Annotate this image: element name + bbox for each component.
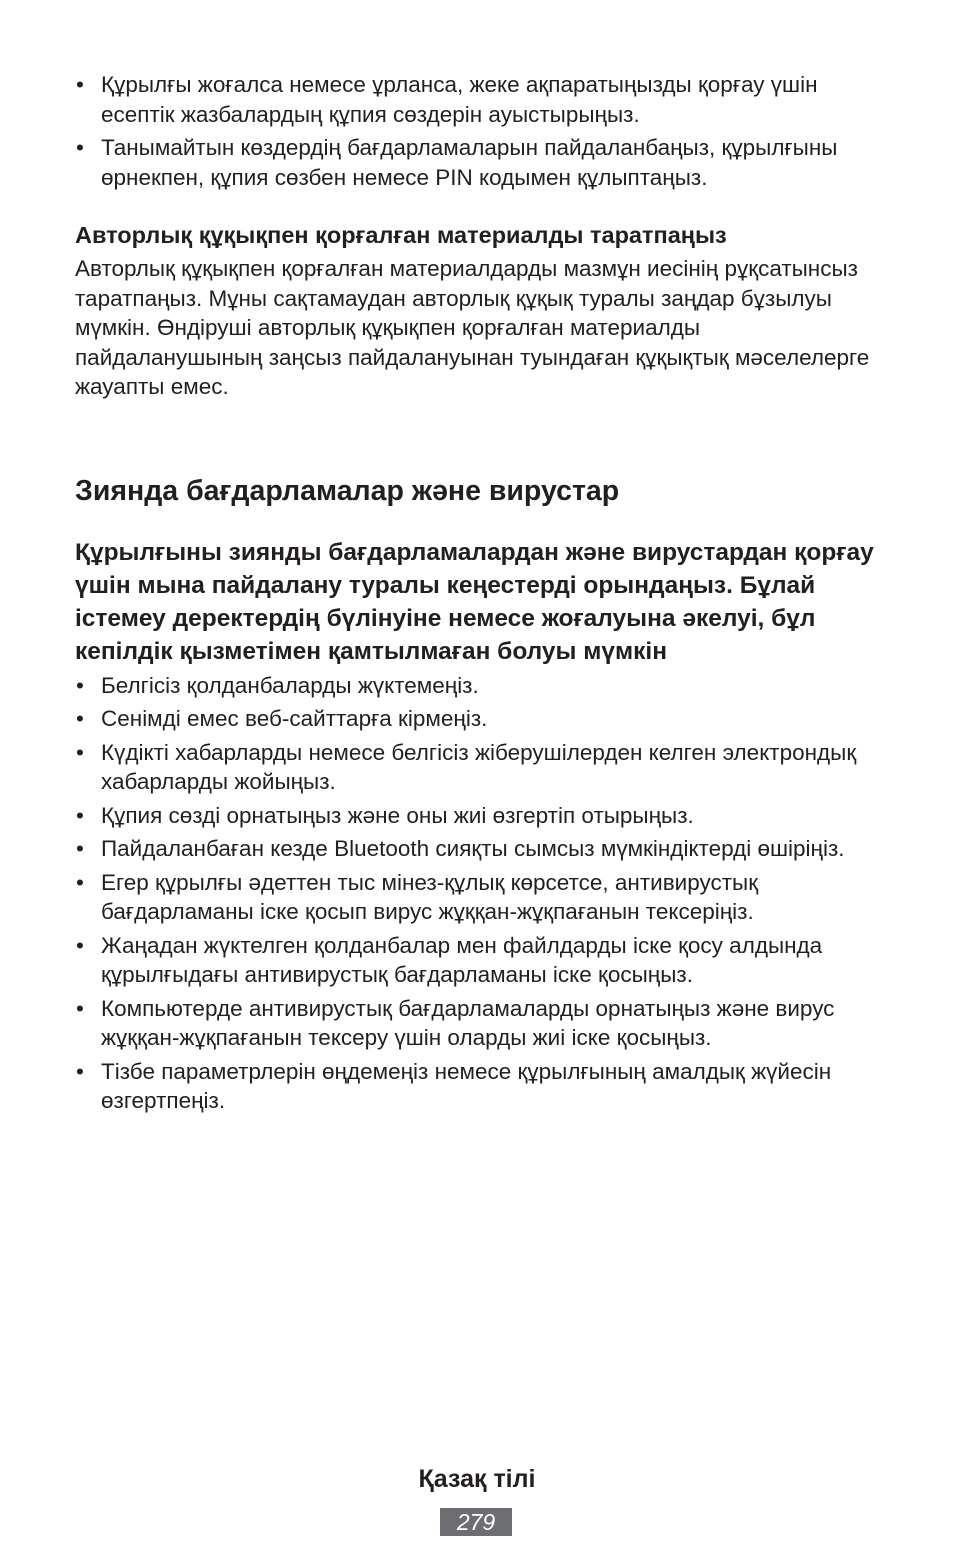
list-item-text: Күдікті хабарларды немесе белгісіз жіберушілерден келген электрондық хабарларды жойыңыз.	[101, 739, 857, 794]
bullet-icon: •	[76, 72, 84, 97]
copyright-paragraph: Авторлық құқықпен қорғалған материалдарды мазмұн иесінің рұқсатынсыз таратпаңыз. Мұны сақтамаудан авторлық құқық туралы заңдар бұзылуы мүмкін. Өндіруші авторлық құқықпен қорғалған материалды пайдаланушының заңсыз пайдалануынан туындаған құқықтық мәселелерге жауапты емес.	[75, 256, 870, 399]
list-item-text: Танымайтын көздердің бағдарламаларын пайдаланбаңыз, құрылғыны өрнекпен, құпия сөзбен немесе PIN кодымен құлыптаңыз.	[101, 135, 838, 190]
list-item	[75, 1057, 885, 1116]
bullet-icon: •	[76, 672, 84, 698]
bullet-icon: •	[76, 932, 84, 958]
list-item	[75, 994, 885, 1053]
footer-language-label: Қазақ тілі	[418, 1465, 536, 1493]
bullet-icon: •	[76, 1058, 84, 1084]
intro-bullet-list	[75, 70, 885, 192]
malware-intro: Құрылғыны зиянды бағдарламалардан және вирустардан қорғау үшін мына пайдалану туралы кеңестерді орындаңыз. Бұлай істемеу деректердің бүлінуіне немесе жоғалуына әкелуі, бұл кепілдік қызметімен қамтылмаған болуы мүмкін	[75, 538, 874, 665]
list-item	[75, 671, 885, 701]
list-item	[75, 738, 885, 797]
list-item-text: Белгісіз қолданбаларды жүктемеңіз.	[101, 672, 479, 698]
list-item-text: Тізбе параметрлерін өңдемеңіз немесе құрылғының амалдық жүйесін өзгертпеңіз.	[101, 1058, 832, 1113]
page-content	[75, 70, 885, 1120]
list-item	[75, 704, 885, 734]
list-item-text: Жаңадан жүктелген қолданбалар мен файлдарды іске қосу алдында құрылғыдағы антивирустық бағдарламаны іске қосыңыз.	[101, 932, 823, 987]
copyright-heading: Авторлық құқықпен қорғалған материалды таратпаңыз	[75, 222, 727, 248]
list-item	[75, 70, 885, 129]
list-item-text: Пайдаланбаған кезде Bluetooth сияқты сымсыз мүмкіндіктерді өшіріңіз.	[101, 836, 845, 861]
malware-section-heading: Зиянда бағдарламалар және вирустар	[75, 474, 620, 507]
page-number-badge: 279	[440, 1508, 512, 1536]
list-item	[75, 931, 885, 990]
bullet-icon: •	[76, 995, 84, 1021]
list-item	[75, 133, 885, 192]
bullet-icon: •	[76, 836, 84, 861]
bullet-icon: •	[76, 739, 84, 765]
bullet-icon: •	[76, 706, 84, 731]
list-item	[75, 801, 885, 831]
list-item-text: Құрылғы жоғалса немесе ұрланса, жеке ақпаратыңызды қорғау үшін есептік жазбалардың құпия сөздерін ауыстырыңыз.	[101, 72, 818, 127]
list-item-text: Құпия сөзді орнатыңыз және оны жиі өзгертіп отырыңыз.	[101, 802, 694, 828]
list-item	[75, 868, 885, 927]
list-item-text: Компьютерде антивирустық бағдарламаларды орнатыңыз және вирус жұққан-жұқпағанын тексеру үшін оларды жиі іске қосыңыз.	[101, 995, 835, 1050]
malware-bullet-list	[75, 671, 885, 1116]
list-item-text: Сенімді емес веб-сайттарға кірмеңіз.	[101, 706, 488, 731]
bullet-icon: •	[76, 869, 84, 895]
bullet-icon: •	[76, 135, 84, 160]
list-item-text: Егер құрылғы әдеттен тыс мінез-құлық көрсетсе, антивирустық бағдарламаны іске қосып вирус жұққан-жұқпағанын тексеріңіз.	[101, 869, 759, 924]
bullet-icon: •	[76, 802, 84, 828]
list-item	[75, 834, 885, 864]
